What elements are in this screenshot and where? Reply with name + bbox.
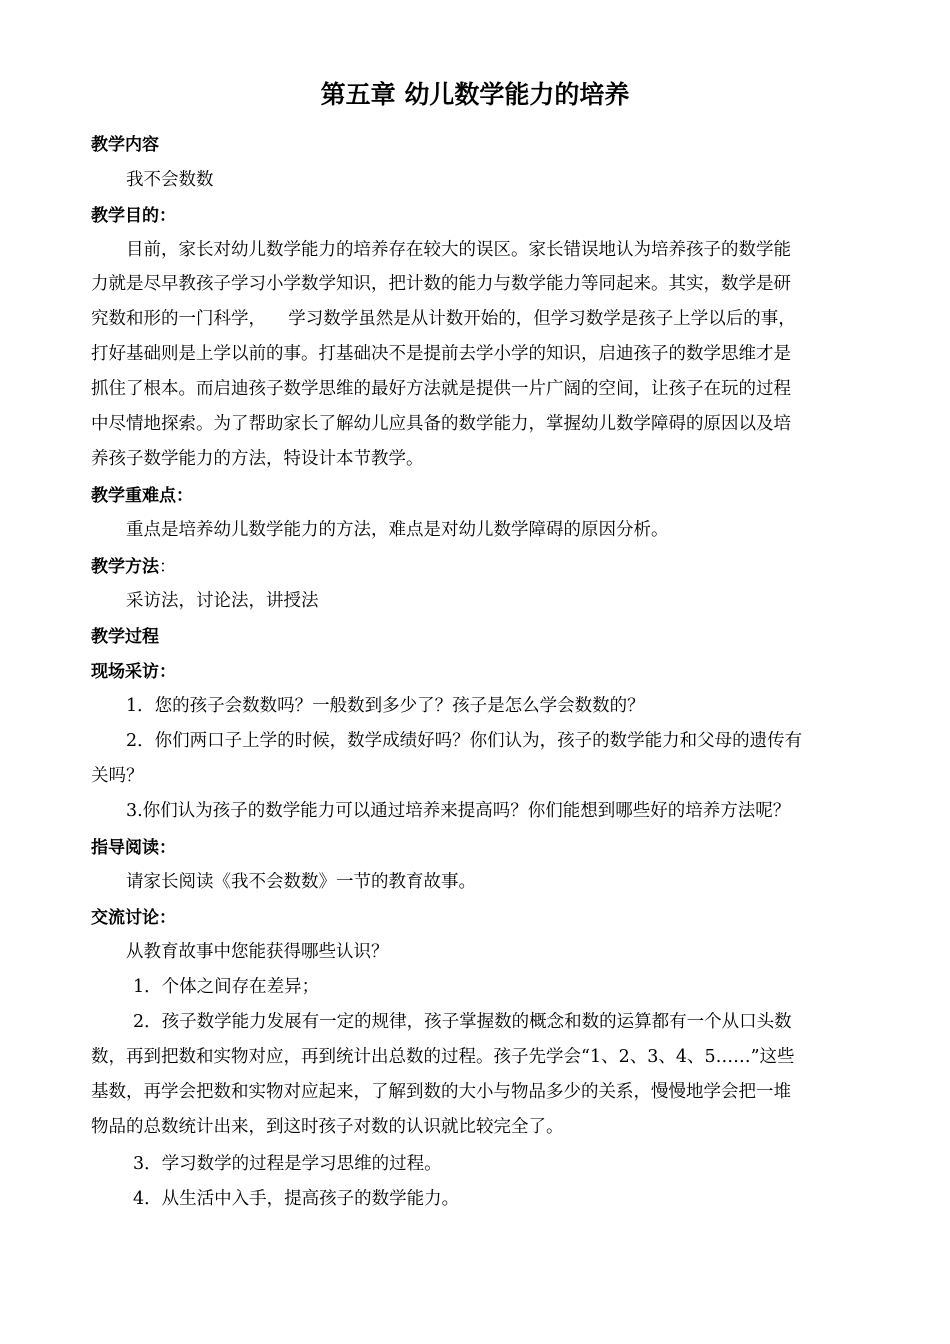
goal-line: 力就是尽早教孩子学习小学数学知识，把计数的能力与数学能力等同起来。其实，数学是研 (91, 274, 791, 294)
goal-line: 打好基础则是上学以前的事。打基础决不是提前去学小学的知识，启迪孩子的数学思维才是 (91, 344, 791, 364)
reading-heading: 指导阅读： (91, 838, 176, 858)
interview-question: 1．您的孩子会数数吗？一般数到多少了？孩子是怎么学会数数的？ (126, 696, 645, 716)
key-points-text: 重点是培养幼儿数学能力的方法，难点是对幼儿数学障碍的原因分析。 (126, 520, 669, 540)
key-points-heading: 教学重难点： (91, 486, 193, 506)
discussion-point-cont: 基数，再学会把数和实物对应起来，了解到数的大小与物品多少的关系，慢慢地学会把一堆 (91, 1082, 791, 1102)
discussion-intro: 从教育故事中您能获得哪些认识？ (126, 942, 389, 962)
goal-line: 养孩子数学能力的方法，特设计本节教学。 (91, 449, 424, 469)
discussion-point: 1．个体之间存在差异； (133, 977, 320, 997)
goal-heading: 教学目的： (91, 206, 176, 226)
interview-question: 3.你们认为孩子的数学能力可以通过培养来提高吗？你们能想到哪些好的培养方法呢？ (126, 801, 791, 821)
goal-line: 目前，家长对幼儿数学能力的培养存在较大的误区。家长错误地认为培养孩子的数学能 (126, 240, 791, 260)
interview-question-cont: 关吗？ (91, 766, 144, 786)
interview-heading: 现场采访： (91, 662, 176, 682)
page-title: 第五章 幼儿数学能力的培养 (320, 80, 630, 109)
process-heading: 教学过程 (91, 627, 159, 647)
reading-text: 请家长阅读《我不会数数》一节的教育故事。 (126, 872, 476, 892)
discussion-point-cont: 数，再到把数和实物对应，再到统计出总数的过程。孩子先学会“1、2、3、4、5……”这些 (91, 1047, 795, 1067)
discussion-point: 3．学习数学的过程是学习思维的过程。 (133, 1154, 442, 1174)
method-text: 采访法，讨论法，讲授法 (126, 591, 319, 611)
discussion-point-cont: 物品的总数统计出来，到这时孩子对数的认识就比较完全了。 (91, 1117, 564, 1137)
method-heading (91, 555, 881, 579)
content-text: 我不会数数 (126, 170, 214, 190)
discussion-point: 4．从生活中入手，提高孩子的数学能力。 (133, 1189, 460, 1209)
goal-line: 抓住了根本。而启迪孩子数学思维的最好方法就是提供一片广阔的空间，让孩子在玩的过程 (91, 379, 791, 399)
goal-line: 中尽情地探索。为了帮助家长了解幼儿应具备的数学能力，掌握幼儿数学障碍的原因以及培 (91, 414, 791, 434)
method-heading-label: 教学方法 (91, 557, 159, 577)
discussion-point: 2．孩子数学能力发展有一定的规律，孩子掌握数的概念和数的运算都有一个从口头数 (133, 1012, 792, 1032)
method-heading-colon: ： (159, 557, 176, 577)
discussion-heading: 交流讨论： (91, 908, 176, 928)
content-heading: 教学内容 (91, 135, 159, 155)
goal-line: 究数和形的一门科学， 学习数学虽然是从计数开始的，但学习数学是孩子上学以后的事， (91, 309, 796, 329)
interview-question: 2．你们两口子上学的时候，数学成绩好吗？你们认为，孩子的数学能力和父母的遗传有 (126, 731, 803, 751)
